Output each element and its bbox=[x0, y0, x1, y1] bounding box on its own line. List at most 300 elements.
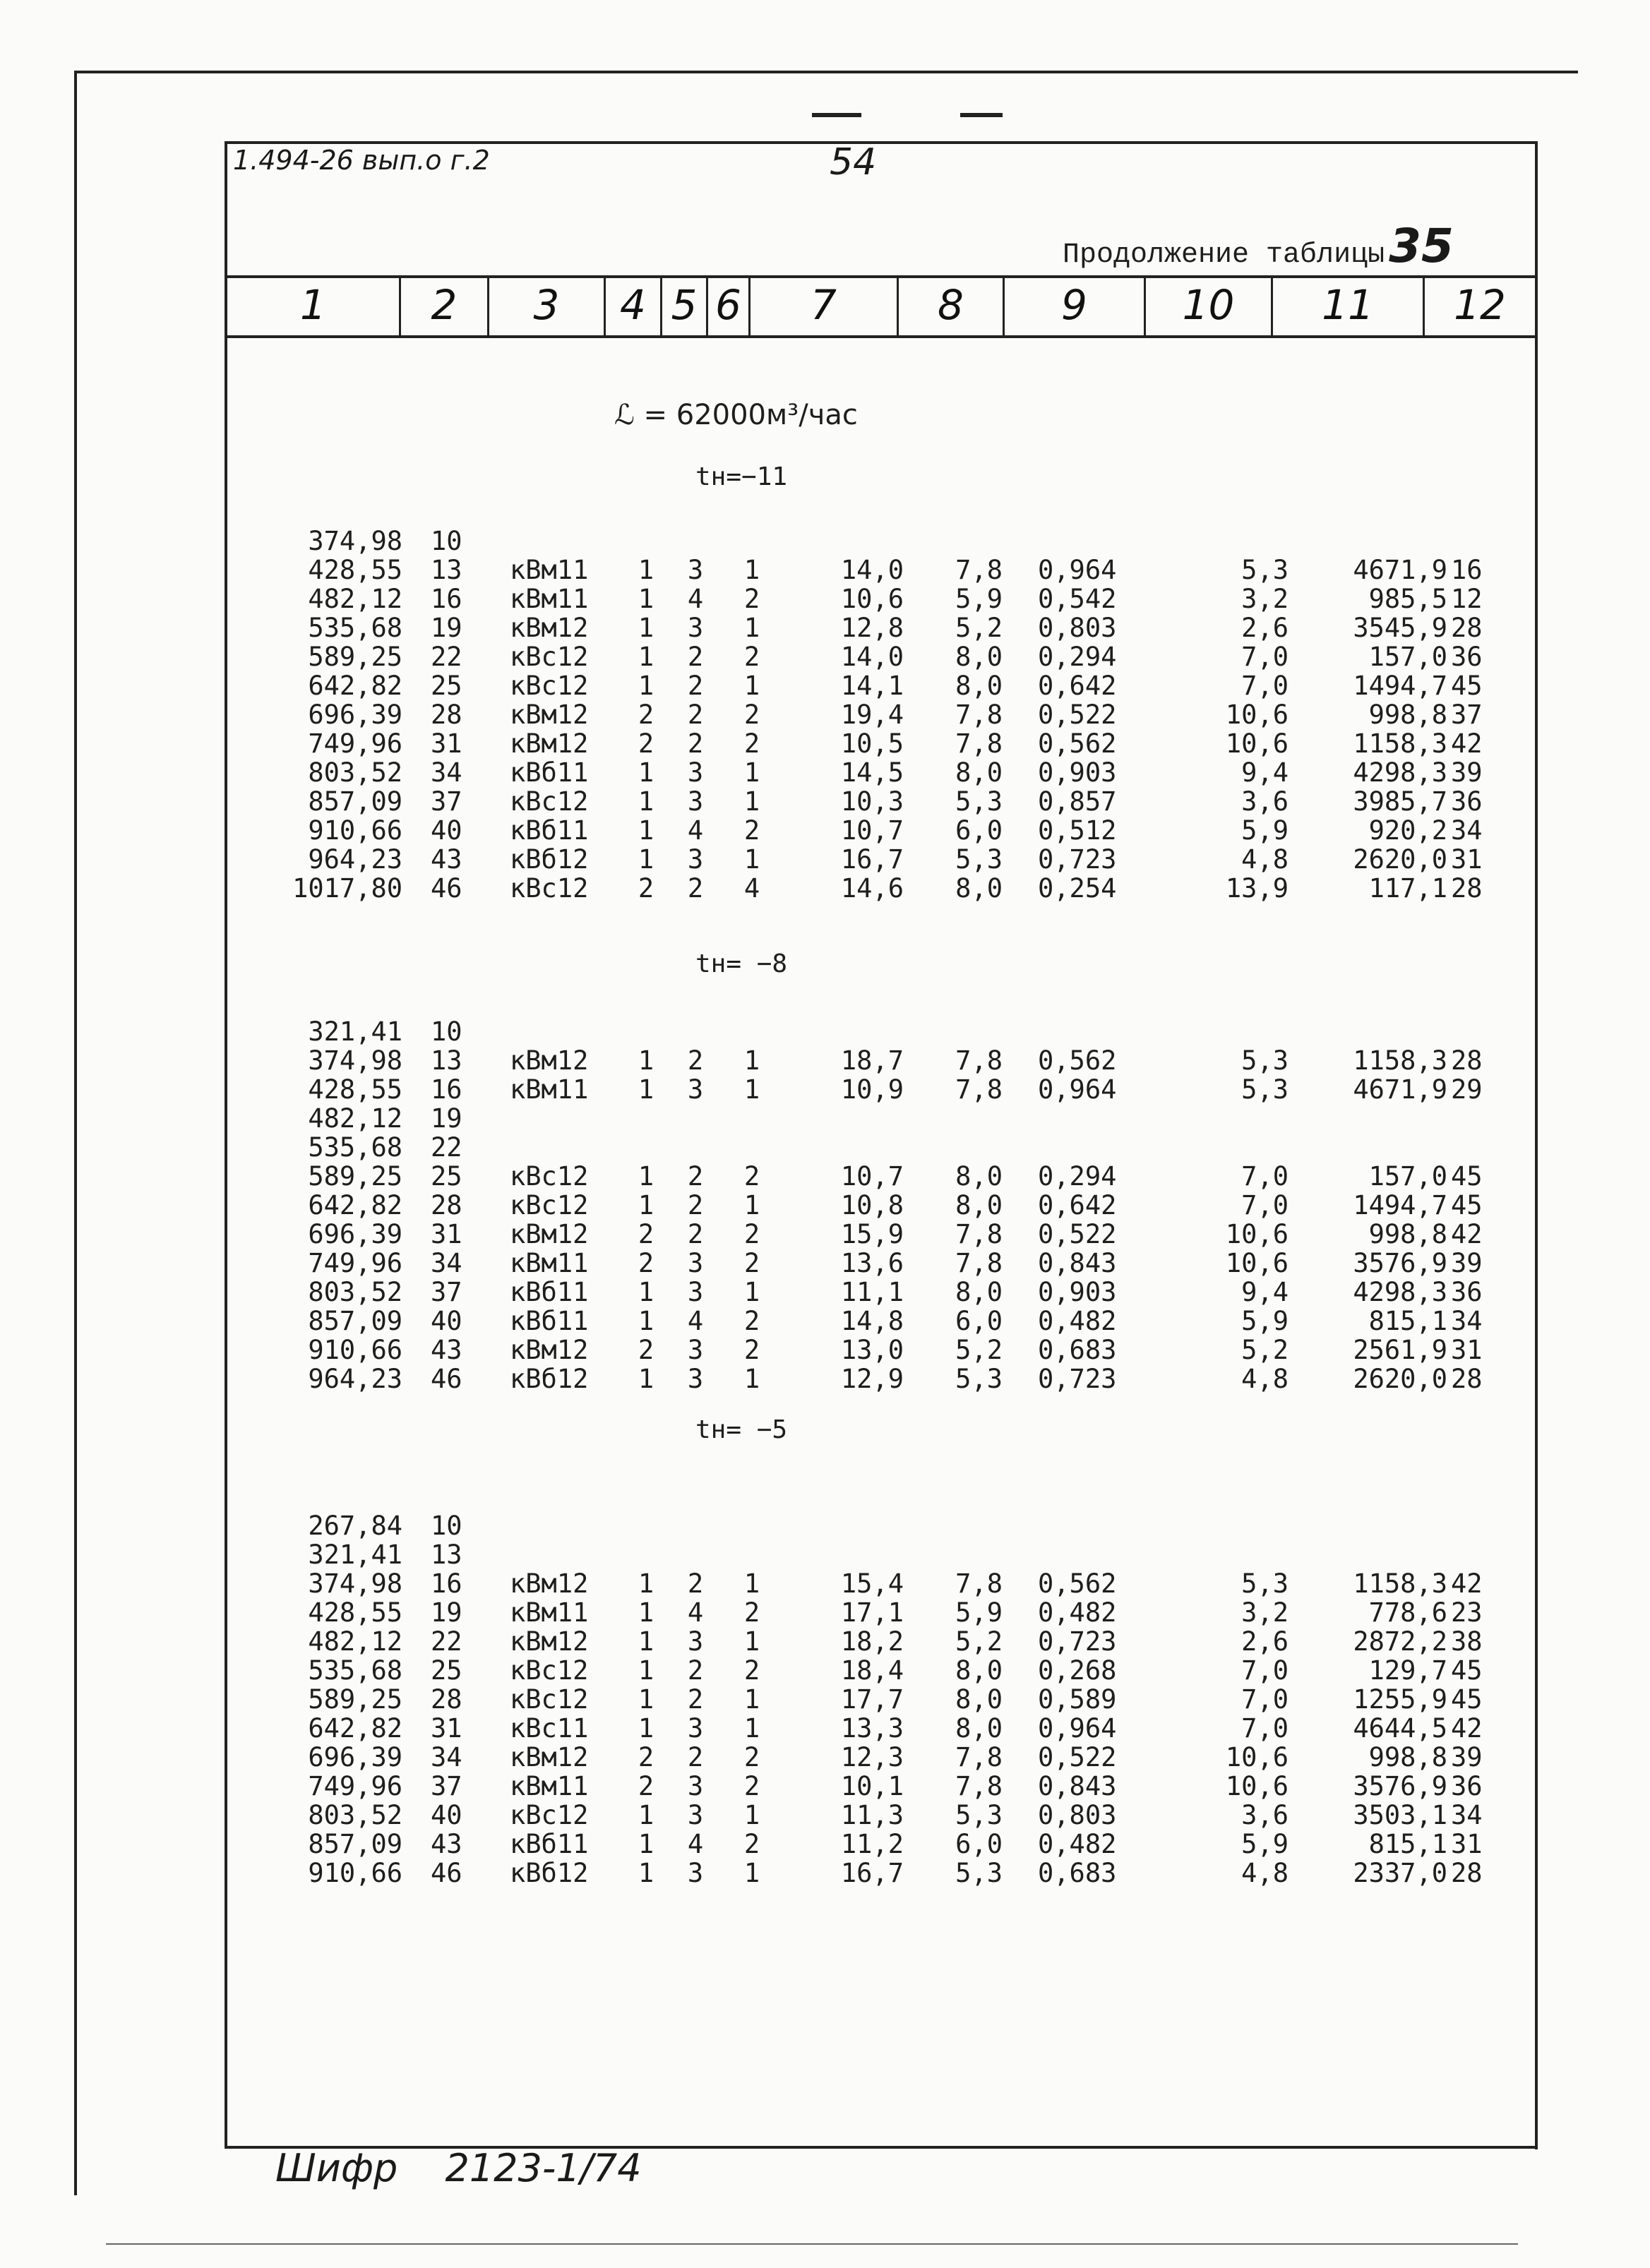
table-row bbox=[0, 1335, 1650, 1364]
cell-flow-value: 642,82 bbox=[308, 671, 402, 701]
cell-model-code: кВм12 bbox=[510, 1219, 589, 1249]
cell-resistance: 5,3 bbox=[1241, 1568, 1289, 1599]
cell-count-c: 2 bbox=[743, 1655, 760, 1686]
cell-model-code: кВб12 bbox=[510, 1858, 589, 1888]
cell-count-a: 2 bbox=[638, 1219, 654, 1249]
cell-velocity: 12,3 bbox=[840, 1742, 904, 1772]
cell-coefficient: 0,803 bbox=[1038, 613, 1117, 643]
cell-pressure: 5,3 bbox=[955, 844, 1003, 875]
cell-temperature: 40 bbox=[431, 815, 462, 846]
cell-velocity: 19,4 bbox=[840, 700, 904, 730]
cell-resistance: 7,0 bbox=[1241, 1655, 1289, 1686]
cell-model-code: кВс12 bbox=[510, 1800, 589, 1830]
cell-model-code: кВм11 bbox=[510, 555, 589, 585]
cell-temperature: 46 bbox=[431, 1858, 462, 1888]
cell-power: 1494,7 bbox=[1353, 671, 1447, 701]
cell-count-c: 1 bbox=[743, 1568, 760, 1599]
cell-resistance: 9,4 bbox=[1241, 757, 1289, 788]
cell-model-code: кВм12 bbox=[510, 1335, 589, 1365]
cell-resistance: 7,0 bbox=[1241, 1161, 1289, 1192]
cell-result: 28 bbox=[1451, 1045, 1483, 1076]
table-row bbox=[0, 526, 1650, 555]
cell-power: 3576,9 bbox=[1353, 1248, 1447, 1278]
cell-model-code: кВм12 bbox=[510, 728, 589, 759]
table-row bbox=[0, 1277, 1650, 1306]
column-number-8: 8 bbox=[938, 281, 964, 329]
cell-result: 16 bbox=[1451, 555, 1483, 585]
cell-flow-value: 589,25 bbox=[308, 1161, 402, 1192]
cell-flow-value: 267,84 bbox=[308, 1511, 402, 1541]
cell-result: 39 bbox=[1451, 1742, 1483, 1772]
cell-velocity: 10,6 bbox=[840, 584, 904, 614]
cell-result: 45 bbox=[1451, 1655, 1483, 1686]
cell-velocity: 13,3 bbox=[840, 1713, 904, 1744]
table-row bbox=[0, 700, 1650, 728]
cell-model-code: кВм12 bbox=[510, 1626, 589, 1657]
cell-velocity: 14,0 bbox=[840, 642, 904, 672]
cell-count-c: 1 bbox=[743, 844, 760, 875]
cell-temperature: 13 bbox=[431, 1540, 462, 1570]
cell-model-code: кВм12 bbox=[510, 613, 589, 643]
cell-count-c: 1 bbox=[743, 1713, 760, 1744]
cell-count-b: 3 bbox=[687, 757, 704, 788]
cell-count-c: 1 bbox=[743, 1045, 760, 1076]
cell-coefficient: 0,294 bbox=[1038, 1161, 1117, 1192]
cipher-label: Шифр bbox=[275, 2146, 398, 2190]
cell-result: 42 bbox=[1451, 1568, 1483, 1599]
cell-velocity: 11,1 bbox=[840, 1277, 904, 1307]
cell-result: 42 bbox=[1451, 1219, 1483, 1249]
table-row bbox=[0, 1511, 1650, 1540]
cell-count-b: 3 bbox=[687, 1248, 704, 1278]
cell-temperature: 10 bbox=[431, 1511, 462, 1541]
cell-count-b: 3 bbox=[687, 1713, 704, 1744]
cell-temperature: 16 bbox=[431, 1568, 462, 1599]
cell-model-code: кВб11 bbox=[510, 1277, 589, 1307]
cell-coefficient: 0,642 bbox=[1038, 1190, 1117, 1220]
cell-pressure: 8,0 bbox=[955, 873, 1003, 904]
cell-resistance: 3,2 bbox=[1241, 584, 1289, 614]
column-number-4: 4 bbox=[620, 281, 646, 329]
cell-result: 23 bbox=[1451, 1597, 1483, 1628]
section-label-2: tн= −8 bbox=[695, 949, 788, 978]
cell-coefficient: 0,683 bbox=[1038, 1335, 1117, 1365]
cell-result: 42 bbox=[1451, 1713, 1483, 1744]
table-row bbox=[0, 1045, 1650, 1074]
cell-temperature: 19 bbox=[431, 1103, 462, 1134]
cell-count-b: 3 bbox=[687, 1277, 704, 1307]
cell-count-b: 3 bbox=[687, 613, 704, 643]
cell-temperature: 40 bbox=[431, 1800, 462, 1830]
cell-result: 28 bbox=[1451, 1364, 1483, 1394]
cell-coefficient: 0,964 bbox=[1038, 1713, 1117, 1744]
cell-flow-value: 910,66 bbox=[308, 1335, 402, 1365]
table-row bbox=[0, 757, 1650, 786]
cell-flow-value: 964,23 bbox=[308, 844, 402, 875]
cell-temperature: 46 bbox=[431, 873, 462, 904]
table-row bbox=[0, 728, 1650, 757]
cell-count-b: 2 bbox=[687, 1045, 704, 1076]
cell-power: 157,0 bbox=[1368, 642, 1447, 672]
cell-coefficient: 0,903 bbox=[1038, 757, 1117, 788]
cell-count-b: 2 bbox=[687, 873, 704, 904]
cell-count-a: 1 bbox=[638, 1858, 654, 1888]
cell-power: 1494,7 bbox=[1353, 1190, 1447, 1220]
cell-coefficient: 0,857 bbox=[1038, 786, 1117, 817]
cell-pressure: 7,8 bbox=[955, 1219, 1003, 1249]
cell-model-code: кВм11 bbox=[510, 1248, 589, 1278]
cell-flow-value: 857,09 bbox=[308, 1829, 402, 1859]
cell-velocity: 10,3 bbox=[840, 786, 904, 817]
cell-pressure: 8,0 bbox=[955, 1684, 1003, 1715]
cell-count-b: 3 bbox=[687, 555, 704, 585]
table-row bbox=[0, 1597, 1650, 1626]
cell-velocity: 10,8 bbox=[840, 1190, 904, 1220]
cell-resistance: 4,8 bbox=[1241, 1364, 1289, 1394]
cell-coefficient: 0,683 bbox=[1038, 1858, 1117, 1888]
cell-coefficient: 0,723 bbox=[1038, 1364, 1117, 1394]
cell-resistance: 4,8 bbox=[1241, 1858, 1289, 1888]
cell-resistance: 9,4 bbox=[1241, 1277, 1289, 1307]
cell-velocity: 10,9 bbox=[840, 1074, 904, 1105]
cell-model-code: кВм12 bbox=[510, 1568, 589, 1599]
cell-coefficient: 0,254 bbox=[1038, 873, 1117, 904]
cell-count-c: 1 bbox=[743, 1626, 760, 1657]
cell-resistance: 5,2 bbox=[1241, 1335, 1289, 1365]
cell-result: 31 bbox=[1451, 1335, 1483, 1365]
cell-model-code: кВб12 bbox=[510, 1364, 589, 1394]
cell-count-a: 2 bbox=[638, 873, 654, 904]
cell-pressure: 5,3 bbox=[955, 786, 1003, 817]
cell-temperature: 25 bbox=[431, 1655, 462, 1686]
cell-temperature: 31 bbox=[431, 728, 462, 759]
cell-result: 39 bbox=[1451, 1248, 1483, 1278]
cell-pressure: 6,0 bbox=[955, 1829, 1003, 1859]
cell-count-a: 1 bbox=[638, 1161, 654, 1192]
cell-model-code: кВс12 bbox=[510, 786, 589, 817]
cell-temperature: 31 bbox=[431, 1219, 462, 1249]
cell-resistance: 10,6 bbox=[1225, 1219, 1289, 1249]
table-row bbox=[0, 844, 1650, 873]
cell-count-c: 1 bbox=[743, 1684, 760, 1715]
cell-temperature: 25 bbox=[431, 671, 462, 701]
cell-power: 1158,3 bbox=[1353, 1568, 1447, 1599]
cell-count-a: 1 bbox=[638, 1190, 654, 1220]
cell-coefficient: 0,294 bbox=[1038, 642, 1117, 672]
cell-velocity: 14,8 bbox=[840, 1306, 904, 1336]
cell-count-b: 2 bbox=[687, 642, 704, 672]
cell-temperature: 34 bbox=[431, 1248, 462, 1278]
cell-pressure: 7,8 bbox=[955, 1248, 1003, 1278]
cell-velocity: 15,4 bbox=[840, 1568, 904, 1599]
cell-pressure: 8,0 bbox=[955, 1161, 1003, 1192]
cell-count-a: 1 bbox=[638, 1597, 654, 1628]
cell-result: 28 bbox=[1451, 613, 1483, 643]
cell-coefficient: 0,512 bbox=[1038, 815, 1117, 846]
cell-power: 117,1 bbox=[1368, 873, 1447, 904]
cell-flow-value: 803,52 bbox=[308, 757, 402, 788]
cell-pressure: 7,8 bbox=[955, 1045, 1003, 1076]
cell-power: 998,8 bbox=[1368, 700, 1447, 730]
cell-temperature: 13 bbox=[431, 555, 462, 585]
cell-flow-value: 696,39 bbox=[308, 700, 402, 730]
cell-result: 28 bbox=[1451, 873, 1483, 904]
cell-coefficient: 0,642 bbox=[1038, 671, 1117, 701]
cipher-code: 2123-1/74 bbox=[445, 2146, 642, 2190]
table-row bbox=[0, 1742, 1650, 1771]
cell-count-b: 4 bbox=[687, 1597, 704, 1628]
cell-count-a: 2 bbox=[638, 1771, 654, 1801]
cell-resistance: 2,6 bbox=[1241, 613, 1289, 643]
cell-count-b: 3 bbox=[687, 1771, 704, 1801]
cell-power: 4298,3 bbox=[1353, 1277, 1447, 1307]
cell-count-c: 2 bbox=[743, 642, 760, 672]
cell-count-c: 2 bbox=[743, 1248, 760, 1278]
cell-count-b: 3 bbox=[687, 1626, 704, 1657]
cell-resistance: 10,6 bbox=[1225, 1742, 1289, 1772]
cell-count-b: 4 bbox=[687, 1829, 704, 1859]
column-number-10: 10 bbox=[1182, 281, 1235, 329]
cell-result: 45 bbox=[1451, 671, 1483, 701]
cell-count-b: 2 bbox=[687, 1568, 704, 1599]
cell-count-b: 2 bbox=[687, 1190, 704, 1220]
cell-resistance: 10,6 bbox=[1225, 728, 1289, 759]
cell-power: 778,6 bbox=[1368, 1597, 1447, 1628]
cell-temperature: 19 bbox=[431, 613, 462, 643]
cell-temperature: 46 bbox=[431, 1364, 462, 1394]
cell-count-c: 1 bbox=[743, 671, 760, 701]
table-row bbox=[0, 1684, 1650, 1713]
cell-temperature: 10 bbox=[431, 1016, 462, 1047]
cell-count-b: 4 bbox=[687, 815, 704, 846]
cell-pressure: 5,9 bbox=[955, 1597, 1003, 1628]
cell-resistance: 7,0 bbox=[1241, 1684, 1289, 1715]
cell-power: 998,8 bbox=[1368, 1742, 1447, 1772]
section-label-1: tн=−11 bbox=[695, 462, 788, 491]
cell-flow-value: 589,25 bbox=[308, 1684, 402, 1715]
cell-pressure: 5,9 bbox=[955, 584, 1003, 614]
cell-power: 815,1 bbox=[1368, 1829, 1447, 1859]
cell-result: 37 bbox=[1451, 700, 1483, 730]
cell-power: 2620,0 bbox=[1353, 844, 1447, 875]
column-number-6: 6 bbox=[715, 281, 741, 329]
cell-model-code: кВб11 bbox=[510, 1829, 589, 1859]
cell-pressure: 7,8 bbox=[955, 728, 1003, 759]
table-row bbox=[0, 555, 1650, 584]
cell-velocity: 18,4 bbox=[840, 1655, 904, 1686]
cell-count-a: 1 bbox=[638, 757, 654, 788]
cell-count-c: 1 bbox=[743, 1074, 760, 1105]
cell-resistance: 5,9 bbox=[1241, 1306, 1289, 1336]
cell-model-code: кВб12 bbox=[510, 844, 589, 875]
cell-count-a: 2 bbox=[638, 1248, 654, 1278]
cell-coefficient: 0,723 bbox=[1038, 1626, 1117, 1657]
cell-count-c: 1 bbox=[743, 1800, 760, 1830]
page-bottom-rule bbox=[106, 2243, 1518, 2245]
cell-coefficient: 0,482 bbox=[1038, 1829, 1117, 1859]
cell-count-b: 2 bbox=[687, 1655, 704, 1686]
cell-flow-value: 589,25 bbox=[308, 642, 402, 672]
cell-velocity: 14,6 bbox=[840, 873, 904, 904]
cell-count-b: 2 bbox=[687, 1219, 704, 1249]
cell-resistance: 3,6 bbox=[1241, 786, 1289, 817]
cell-velocity: 14,1 bbox=[840, 671, 904, 701]
cell-count-a: 1 bbox=[638, 555, 654, 585]
cell-count-b: 2 bbox=[687, 671, 704, 701]
table-row bbox=[0, 1248, 1650, 1277]
cell-velocity: 11,2 bbox=[840, 1829, 904, 1859]
cell-pressure: 6,0 bbox=[955, 815, 1003, 846]
table-row bbox=[0, 1568, 1650, 1597]
table-row bbox=[0, 1626, 1650, 1655]
cell-pressure: 7,8 bbox=[955, 1568, 1003, 1599]
table-row bbox=[0, 584, 1650, 613]
continuation-title bbox=[1063, 219, 1454, 273]
cell-result: 36 bbox=[1451, 642, 1483, 672]
inner-frame-top bbox=[225, 141, 1538, 144]
cell-resistance: 5,3 bbox=[1241, 1045, 1289, 1076]
cell-count-c: 2 bbox=[743, 728, 760, 759]
cell-power: 815,1 bbox=[1368, 1306, 1447, 1336]
cell-flow-value: 535,68 bbox=[308, 1655, 402, 1686]
cell-temperature: 28 bbox=[431, 1684, 462, 1715]
cell-flow-value: 535,68 bbox=[308, 613, 402, 643]
cell-count-a: 2 bbox=[638, 1335, 654, 1365]
document-reference: 1.494-26 вып.о г.2 bbox=[233, 145, 490, 176]
cell-count-b: 3 bbox=[687, 786, 704, 817]
column-number-2: 2 bbox=[431, 281, 458, 329]
cell-velocity: 16,7 bbox=[840, 1858, 904, 1888]
cell-temperature: 16 bbox=[431, 584, 462, 614]
cell-count-c: 2 bbox=[743, 1219, 760, 1249]
cell-power: 2872,2 bbox=[1353, 1626, 1447, 1657]
table-row bbox=[0, 642, 1650, 671]
cell-velocity: 17,7 bbox=[840, 1684, 904, 1715]
cell-count-c: 2 bbox=[743, 584, 760, 614]
cell-coefficient: 0,723 bbox=[1038, 844, 1117, 875]
cell-count-a: 2 bbox=[638, 728, 654, 759]
cell-count-b: 3 bbox=[687, 1858, 704, 1888]
cell-flow-value: 321,41 bbox=[308, 1016, 402, 1047]
section-label-3: tн= −5 bbox=[695, 1415, 788, 1444]
top-dash-right bbox=[960, 113, 1003, 117]
cell-temperature: 16 bbox=[431, 1074, 462, 1105]
cell-velocity: 12,8 bbox=[840, 613, 904, 643]
cell-result: 36 bbox=[1451, 1771, 1483, 1801]
cell-resistance: 7,0 bbox=[1241, 671, 1289, 701]
cell-resistance: 13,9 bbox=[1225, 873, 1289, 904]
cell-flow-value: 696,39 bbox=[308, 1219, 402, 1249]
cell-flow-value: 642,82 bbox=[308, 1713, 402, 1744]
cell-flow-value: 321,41 bbox=[308, 1540, 402, 1570]
cell-count-c: 2 bbox=[743, 1742, 760, 1772]
cell-pressure: 7,8 bbox=[955, 555, 1003, 585]
cell-model-code: кВс12 bbox=[510, 1161, 589, 1192]
cell-result: 28 bbox=[1451, 1858, 1483, 1888]
table-row bbox=[0, 671, 1650, 700]
cell-count-b: 3 bbox=[687, 1335, 704, 1365]
cell-pressure: 7,8 bbox=[955, 1771, 1003, 1801]
cell-model-code: кВб11 bbox=[510, 757, 589, 788]
cell-flow-value: 749,96 bbox=[308, 1771, 402, 1801]
cell-count-c: 2 bbox=[743, 1306, 760, 1336]
cell-coefficient: 0,843 bbox=[1038, 1771, 1117, 1801]
cell-resistance: 10,6 bbox=[1225, 1248, 1289, 1278]
cell-pressure: 8,0 bbox=[955, 1277, 1003, 1307]
cell-temperature: 37 bbox=[431, 1771, 462, 1801]
cell-pressure: 8,0 bbox=[955, 642, 1003, 672]
cell-count-a: 1 bbox=[638, 844, 654, 875]
cell-count-a: 2 bbox=[638, 700, 654, 730]
cell-flow-value: 1017,80 bbox=[292, 873, 402, 904]
cell-model-code: кВм12 bbox=[510, 1045, 589, 1076]
cell-temperature: 25 bbox=[431, 1161, 462, 1192]
table-row bbox=[0, 786, 1650, 815]
cell-velocity: 13,6 bbox=[840, 1248, 904, 1278]
cell-resistance: 5,3 bbox=[1241, 555, 1289, 585]
cell-pressure: 7,8 bbox=[955, 1074, 1003, 1105]
column-number-11: 11 bbox=[1322, 281, 1374, 329]
cell-count-a: 1 bbox=[638, 1074, 654, 1105]
cell-count-a: 1 bbox=[638, 1568, 654, 1599]
cell-count-c: 1 bbox=[743, 1190, 760, 1220]
cell-temperature: 22 bbox=[431, 1626, 462, 1657]
cell-power: 3576,9 bbox=[1353, 1771, 1447, 1801]
table-row bbox=[0, 1103, 1650, 1132]
cell-count-c: 1 bbox=[743, 1858, 760, 1888]
cell-temperature: 43 bbox=[431, 1829, 462, 1859]
cell-model-code: кВс12 bbox=[510, 1684, 589, 1715]
cell-count-b: 2 bbox=[687, 1684, 704, 1715]
cell-power: 998,8 bbox=[1368, 1219, 1447, 1249]
cell-count-a: 1 bbox=[638, 613, 654, 643]
cell-velocity: 18,2 bbox=[840, 1626, 904, 1657]
cell-temperature: 13 bbox=[431, 1045, 462, 1076]
continuation-label: Продолжение таблицы bbox=[1063, 239, 1385, 271]
cell-result: 36 bbox=[1451, 1277, 1483, 1307]
cell-coefficient: 0,482 bbox=[1038, 1597, 1117, 1628]
cell-power: 157,0 bbox=[1368, 1161, 1447, 1192]
table-row bbox=[0, 1713, 1650, 1742]
cell-count-b: 2 bbox=[687, 700, 704, 730]
cell-power: 2337,0 bbox=[1353, 1858, 1447, 1888]
cell-coefficient: 0,268 bbox=[1038, 1655, 1117, 1686]
cell-power: 4671,9 bbox=[1353, 555, 1447, 585]
cell-count-a: 2 bbox=[638, 1742, 654, 1772]
cell-count-c: 2 bbox=[743, 1335, 760, 1365]
cell-temperature: 34 bbox=[431, 1742, 462, 1772]
cell-count-b: 4 bbox=[687, 584, 704, 614]
cell-pressure: 8,0 bbox=[955, 757, 1003, 788]
cell-model-code: кВм11 bbox=[510, 1771, 589, 1801]
cell-result: 34 bbox=[1451, 1800, 1483, 1830]
cell-flow-value: 857,09 bbox=[308, 786, 402, 817]
cell-result: 45 bbox=[1451, 1190, 1483, 1220]
flow-rate-line: ℒ = 62000м³/час bbox=[614, 399, 858, 431]
cell-result: 31 bbox=[1451, 844, 1483, 875]
cell-count-a: 1 bbox=[638, 1800, 654, 1830]
cell-power: 4644,5 bbox=[1353, 1713, 1447, 1744]
cell-flow-value: 428,55 bbox=[308, 1597, 402, 1628]
cell-flow-value: 428,55 bbox=[308, 555, 402, 585]
cell-resistance: 4,8 bbox=[1241, 844, 1289, 875]
cell-velocity: 10,7 bbox=[840, 815, 904, 846]
cell-velocity: 10,5 bbox=[840, 728, 904, 759]
column-header-bottom-rule bbox=[225, 335, 1538, 338]
cell-model-code: кВм11 bbox=[510, 1074, 589, 1105]
cell-count-a: 1 bbox=[638, 815, 654, 846]
cell-velocity: 15,9 bbox=[840, 1219, 904, 1249]
